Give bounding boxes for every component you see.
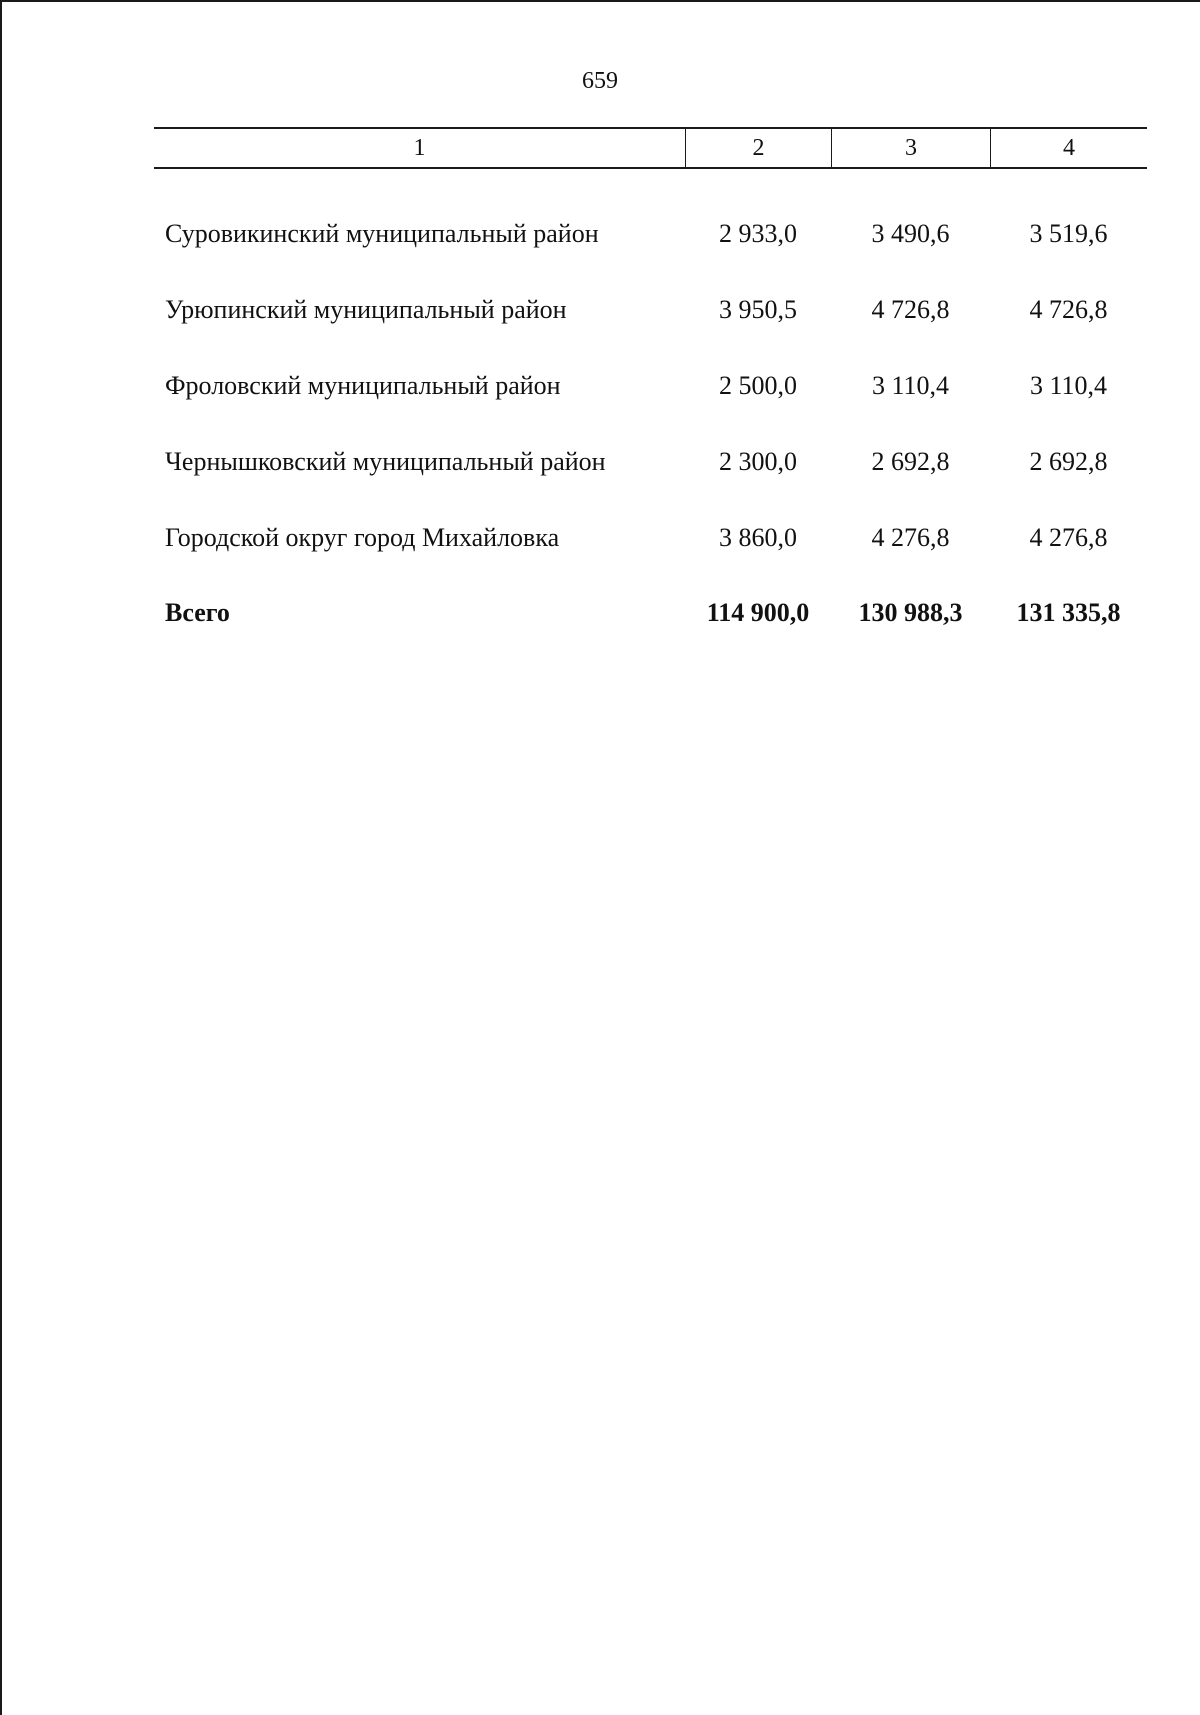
scan-edge-left — [0, 0, 2, 1715]
row-name: Городской округ город Михайловка — [165, 523, 560, 552]
row-value-col3: 3 110,4 — [871, 371, 950, 400]
row-name: Суровикинский муниципальный район — [165, 219, 599, 248]
row-value-col4: 4 276,8 — [1029, 523, 1108, 552]
table-row — [154, 295, 1147, 335]
page-number: 659 — [582, 68, 618, 94]
row-value-col3: 2 692,8 — [871, 447, 950, 476]
row-value-col4: 3 519,6 — [1029, 219, 1108, 248]
row-value-col2: 2 300,0 — [719, 447, 797, 476]
table-row — [154, 219, 1147, 259]
table-total-row — [154, 598, 1147, 638]
data-table — [154, 127, 1147, 627]
row-value-col2: 2 933,0 — [719, 219, 797, 248]
table-row — [154, 371, 1147, 411]
table-row — [154, 523, 1147, 563]
total-label: Всего — [165, 598, 230, 627]
row-value-col4: 2 692,8 — [1029, 447, 1108, 476]
row-value-col3: 4 276,8 — [871, 523, 950, 552]
row-value-col3: 3 490,6 — [871, 219, 950, 248]
scan-edge-top — [0, 0, 1200, 2]
row-value-col2: 3 860,0 — [719, 523, 797, 552]
total-value-col2: 114 900,0 — [706, 598, 810, 627]
total-value-col4: 131 335,8 — [1016, 598, 1121, 627]
row-value-col2: 3 950,5 — [719, 295, 797, 324]
table-row — [154, 447, 1147, 487]
column-header-1: 1 — [413, 135, 426, 161]
row-value-col4: 4 726,8 — [1029, 295, 1108, 324]
row-value-col2: 2 500,0 — [719, 371, 797, 400]
column-header-2: 2 — [685, 129, 831, 167]
row-value-col4: 3 110,4 — [1029, 371, 1108, 400]
total-value-col3: 130 988,3 — [858, 598, 963, 627]
row-name: Фроловский муниципальный район — [165, 371, 561, 400]
column-header-4: 4 — [990, 129, 1147, 167]
row-name: Чернышковский муниципальный район — [165, 447, 606, 476]
row-value-col3: 4 726,8 — [871, 295, 950, 324]
table-header-row — [154, 127, 1147, 169]
column-header-3: 3 — [831, 129, 990, 167]
row-name: Урюпинский муниципальный район — [165, 295, 567, 324]
